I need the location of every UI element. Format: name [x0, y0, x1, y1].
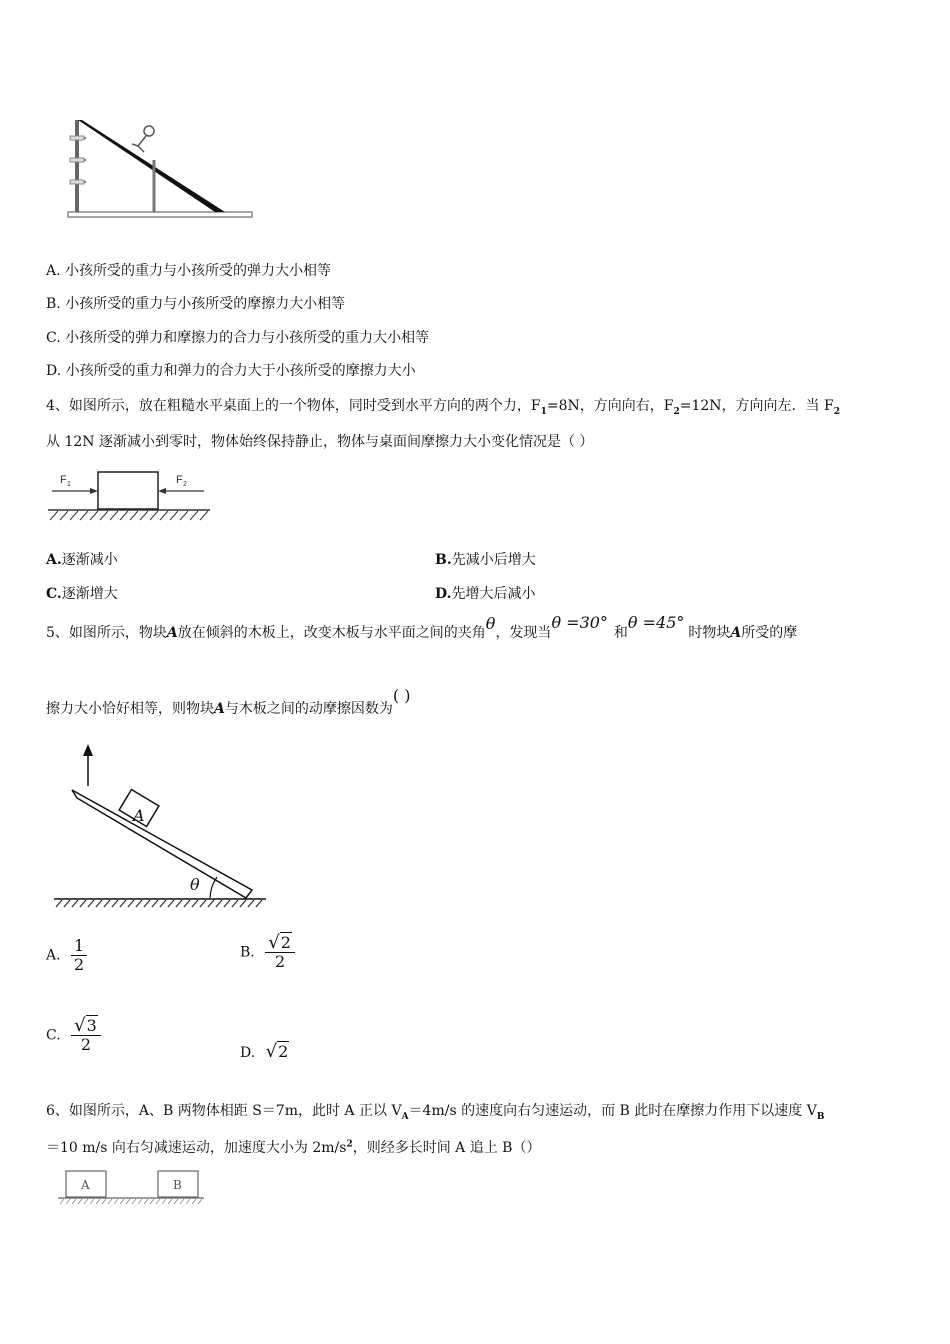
q5-option-a-fraction: $\frac{1}{2}$: [71, 937, 87, 974]
q5-stem-line1: 5、如图所示，物块A放在倾斜的木板上，改变木板与水平面之间的夹角θ，发现当θ =30°和θ =45°时物块A所受的摩: [46, 613, 798, 641]
block-b-label: B: [173, 1178, 182, 1192]
incline-theta-label: θ: [190, 875, 200, 894]
q6-stem-line2: ＝10 m/s 向右匀减速运动，加速度大小为 $2m/s^2$，则经多长时间 A 追上 B（）: [46, 1139, 541, 1156]
q4-stem-line2: 从 12N 逐渐减小到零时，物体始终保持静止，物体与桌面间摩擦力大小变化情况是（ ）: [46, 434, 594, 450]
f2-sub: 2: [183, 481, 187, 488]
q4-option-b: B.先减小后增大: [435, 552, 536, 568]
q6-stem-line1: 6、如图所示，A、B 两物体相距 S＝7m，此时 A 正以 $V_A=4m/s$ 的速度向右匀速运动，而 B 此时在摩擦力作用下以速度 $V_B$: [46, 1103, 825, 1122]
q5-stem-line2: 擦力大小恰好相等，则物块A与木板之间的动摩擦因数为( ): [46, 686, 411, 717]
q3-option-a: A. 小孩所受的重力与小孩所受的弹力大小相等: [46, 263, 332, 279]
q4-option-d: D.先增大后减小: [435, 586, 536, 602]
q4-option-c: C.逐渐增大: [46, 586, 118, 602]
q5-option-b-fraction: $\frac{√2}{2}$: [265, 934, 295, 971]
q5-option-c-fraction: $\frac{√3}{2}$: [71, 1017, 101, 1054]
f1-sub: 1: [67, 481, 71, 488]
forces-figure: [44, 466, 214, 524]
q5-option-d: D. √2: [240, 1041, 289, 1062]
q5-option-a: A. $\frac{1}{2}$: [46, 937, 87, 974]
blocks-ab-figure: [56, 1166, 206, 1208]
q4-stem-line1: 4、如图所示，放在粗糙水平桌面上的一个物体，同时受到水平方向的两个力，$F_1=8N$，方向向右，$F_2=12N$，方向向左．当 $F_2$: [46, 398, 840, 417]
q3-option-d: D. 小孩所受的重力和弹力的合力大于小孩所受的摩擦力大小: [46, 363, 416, 379]
block-a-label: A: [81, 1178, 90, 1192]
incline-figure: [50, 742, 275, 912]
q3-option-b: B. 小孩所受的重力与小孩所受的摩擦力大小相等: [46, 296, 346, 312]
incline-block-label: A: [133, 806, 145, 825]
q5-option-b: B. $\frac{√2}{2}$: [240, 934, 295, 971]
q4-option-a: A.逐渐减小: [46, 552, 118, 568]
q5-option-c: C. $\frac{√3}{2}$: [46, 1017, 101, 1054]
slide-figure: [60, 100, 270, 225]
f2-label: F: [176, 474, 183, 486]
f1-label: F: [60, 474, 67, 486]
q3-option-c: C. 小孩所受的弹力和摩擦力的合力与小孩所受的重力大小相等: [46, 330, 430, 346]
